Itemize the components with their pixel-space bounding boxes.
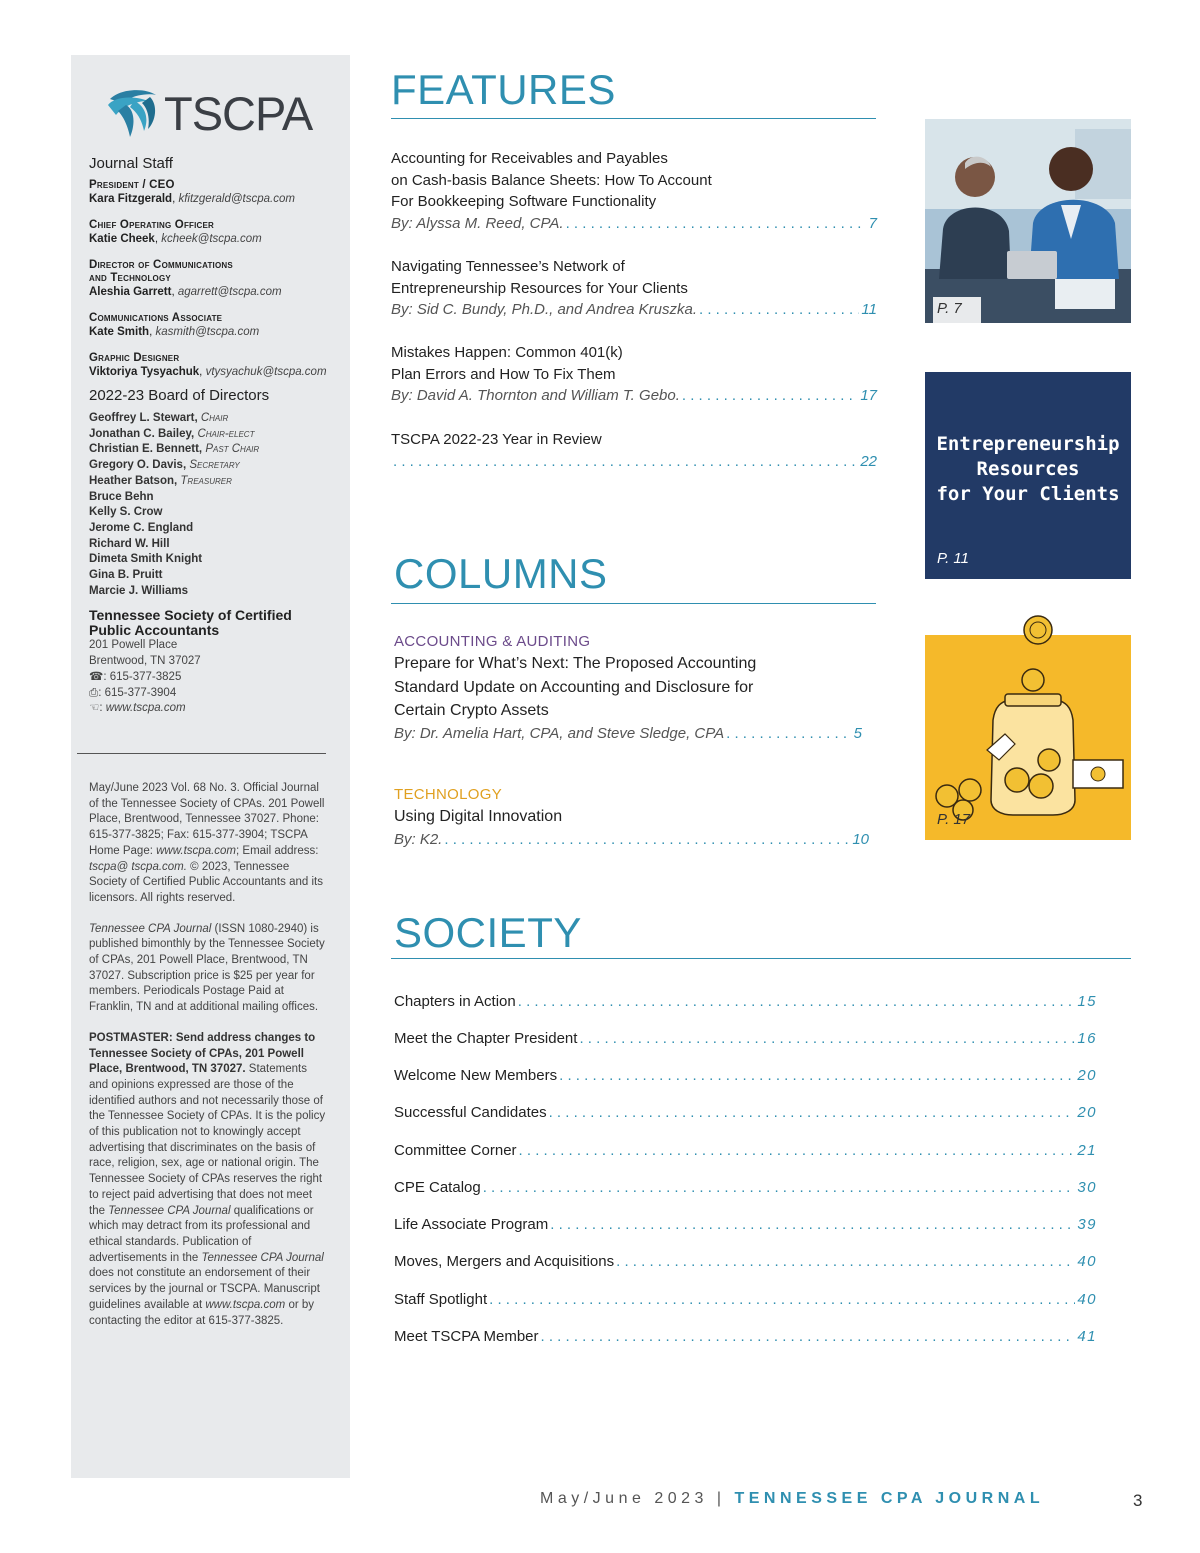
board-title: 2022-23 Board of Directors	[89, 387, 270, 404]
page-number: 17	[860, 387, 877, 404]
page-number-footer: 3	[1133, 1491, 1143, 1510]
staff-role: Graphic Designer	[89, 352, 180, 364]
page-number: 15	[1077, 993, 1097, 1010]
crypto-illustration	[925, 635, 1131, 840]
feature-entry[interactable]	[391, 256, 877, 321]
business-meeting-illustration	[925, 119, 1131, 323]
website-link[interactable]: www.tscpa.com	[105, 702, 186, 715]
legal-paragraph: May/June 2023 Vol. 68 No. 3. Official Journal of the Tennessee Society of CPAs. 201 Powell Place, Brentwood, Tennessee 37027. Phone: 615-377-3825; Fax: 615-377-3904; TSCPA Home Page: www.tscpa.com; Email address: tscpa@ tscpa.com. © 2023, Tennessee Society of Certified Public Accountants and its licensors. All rights reserved.	[89, 782, 325, 904]
page-number: 30	[1077, 1179, 1097, 1196]
web-row: ☜: www.tscpa.com	[89, 702, 186, 715]
staff-role: Communications Associate	[89, 312, 223, 324]
leader-dots	[616, 1252, 1075, 1272]
staff-email[interactable]: kcheek@tscpa.com	[161, 233, 262, 245]
columns-heading: COLUMNS	[394, 550, 608, 597]
org-name: Tennessee Society of Certified Public Accountants	[89, 607, 292, 639]
feature-photo	[925, 119, 1131, 323]
society-item[interactable]: CPE Catalog . . . 30	[394, 1178, 1097, 1198]
society-heading: SOCIETY	[394, 909, 582, 956]
board-member: Gina B. Pruitt	[89, 569, 163, 582]
org-address: 201 Powell Place Brentwood, TN 37027 ☎: 615-377-3825 ⎙: 615-377-3904 ☜: www.tscpa.com	[89, 638, 339, 717]
board-member: Richard W. Hill	[89, 537, 170, 550]
page-number: 5	[853, 724, 862, 742]
feature-title: Navigating Tennessee’s Network of Entrepreneurship Resources for Your Clients	[391, 258, 688, 297]
journal-staff-block	[89, 155, 339, 717]
staff-name: Kate Smith	[89, 326, 150, 338]
phone-icon: ☎	[89, 670, 104, 683]
column-byline: By: K2. . . . 10	[394, 829, 869, 851]
staff-email[interactable]: agarrett@tscpa.com	[177, 286, 282, 298]
staff-name: Aleshia Garrett	[89, 286, 172, 298]
feature-entry[interactable]	[391, 429, 877, 472]
masthead-sidebar	[71, 55, 350, 1478]
columns-rule	[391, 603, 876, 604]
page-number: 22	[860, 452, 877, 470]
board-member: Bruce Behn	[89, 490, 154, 503]
fax-row: ⎙: 615-377-3904	[89, 686, 177, 699]
entrepreneurship-promo	[925, 372, 1131, 579]
leader-dots	[559, 1066, 1075, 1086]
leader-dots	[579, 1029, 1075, 1049]
leader-dots	[566, 213, 867, 235]
staff-name: Kara Fitzgerald	[89, 193, 173, 205]
board-member: Christian E. Bennett, Past Chair	[89, 443, 260, 456]
page-number: 20	[1077, 1104, 1097, 1121]
staff-person: Kate Smith, kasmith@tscpa.com	[89, 326, 260, 338]
staff-role-cont: and Technology	[89, 272, 171, 284]
feature-byline: By: David A. Thornton and William T. Gebo. . . . 17	[391, 385, 877, 407]
tscpa-logo	[104, 85, 324, 139]
leader-dots	[483, 1178, 1076, 1198]
board-member: Jonathan C. Bailey, Chair-elect	[89, 427, 255, 440]
leader-dots	[699, 299, 859, 321]
society-item[interactable]: Moves, Mergers and Acquisitions . . . 40	[394, 1252, 1097, 1272]
staff-person: Viktoriya Tysyachuk, vtysyachuk@tscpa.com	[89, 366, 327, 378]
footer-separator: |	[716, 1490, 726, 1507]
society-item[interactable]: Committee Corner . . . 21	[394, 1141, 1097, 1161]
leader-dots	[518, 992, 1076, 1012]
feature-byline: By: Sid C. Bundy, Ph.D., and Andrea Kruszka. . . . 11	[391, 299, 877, 321]
photo-page-label: P. 7	[933, 297, 981, 323]
footer-date: May/June 2023	[540, 1490, 708, 1507]
staff-person: Kara Fitzgerald, kfitzgerald@tscpa.com	[89, 193, 295, 205]
column-entry[interactable]	[394, 784, 869, 850]
page-number: 16	[1077, 1030, 1097, 1047]
page-number: 20	[1077, 1067, 1097, 1084]
features-rule	[391, 118, 876, 119]
leader-dots	[489, 1290, 1075, 1310]
footer-journal-title: TENNESSEE CPA JOURNAL	[734, 1490, 1045, 1507]
leader-dots	[541, 1327, 1076, 1347]
staff-email[interactable]: kasmith@tscpa.com	[155, 326, 260, 338]
crypto-page-label: P. 17	[937, 811, 971, 828]
features-heading: FEATURES	[391, 66, 616, 113]
staff-name: Katie Cheek	[89, 233, 155, 245]
page-number: 39	[1077, 1216, 1097, 1233]
page-number: 21	[1077, 1142, 1097, 1159]
page-number: 41	[1077, 1328, 1097, 1345]
legal-notice	[89, 781, 329, 1344]
column-entry[interactable]	[394, 631, 862, 744]
society-item[interactable]: Welcome New Members . . . 20	[394, 1066, 1097, 1086]
journal-staff-title: Journal Staff	[89, 155, 173, 172]
leader-dots	[549, 1103, 1076, 1123]
feature-byline	[391, 451, 877, 473]
column-category: TECHNOLOGY	[394, 786, 503, 803]
phone-row: ☎: 615-377-3825	[89, 670, 182, 683]
pointer-icon: ☜	[89, 702, 100, 715]
feature-title: Accounting for Receivables and Payables on Cash-basis Balance Sheets: How To Account For Bookkeeping Software Functionality	[391, 150, 712, 210]
column-byline: By: Dr. Amelia Hart, CPA, and Steve Sledge, CPA . . . 5	[394, 723, 862, 745]
staff-role: Director of Communications	[89, 259, 233, 271]
column-category: ACCOUNTING & AUDITING	[394, 633, 591, 650]
staff-person: Katie Cheek, kcheek@tscpa.com	[89, 233, 262, 245]
feature-entry[interactable]	[391, 148, 877, 234]
leader-dots	[682, 385, 858, 407]
society-rule	[391, 958, 1131, 959]
board-member: Heather Batson, Treasurer	[89, 474, 232, 487]
society-item[interactable]: Meet the Chapter President . . . 16	[394, 1029, 1097, 1049]
column-title: Prepare for What’s Next: The Proposed Accounting Standard Update on Accounting and Disclosure for Certain Crypto Assets	[394, 655, 757, 719]
society-item[interactable]: Meet TSCPA Member . . . 41	[394, 1327, 1097, 1347]
leader-dots	[393, 451, 858, 473]
feature-entry[interactable]	[391, 342, 877, 407]
feature-title: Mistakes Happen: Common 401(k) Plan Errors and How To Fix Them	[391, 344, 623, 383]
coin-jar-icon	[925, 610, 1131, 825]
leader-dots	[550, 1215, 1075, 1235]
fax-icon: ⎙	[89, 686, 99, 699]
legal-paragraph: POSTMASTER: Send address changes to Tennessee Society of CPAs, 201 Powell Place, Brentwood, TN 37027. Statements and opinions expressed are those of the identified authors and not necessarily those of the Tennessee Society of CPAs. It is the policy of this publication not to knowingly accept advertising that discriminates on the basis of race, religion, sex, age or national origin. The Tennessee Society of CPAs reserves the right to reject paid advertising that does not meet the Tennessee CPA Journal qualifications or which may detract from its professional and ethical standards. Publication of advertisements in the Tennessee CPA Journal does not constitute an endorsement of their services by the journal or TSCPA. Manuscript guidelines available at www.tscpa.com or by contacting the editor at 615-377-3825.	[89, 1031, 326, 1327]
society-item[interactable]: Successful Candidates . . . 20	[394, 1103, 1097, 1123]
board-list	[89, 411, 339, 599]
page-number: 40	[1077, 1253, 1097, 1270]
sidebar-divider	[77, 753, 326, 754]
page-number: 10	[852, 830, 869, 848]
board-member: Marcie J. Williams	[89, 584, 188, 597]
leader-dots	[444, 829, 850, 851]
staff-email[interactable]: kfitzgerald@tscpa.com	[178, 193, 295, 205]
staff-role: President / CEO	[89, 179, 175, 191]
society-item[interactable]: Staff Spotlight . . . 40	[394, 1290, 1097, 1310]
feature-title: TSCPA 2022-23 Year in Review	[391, 431, 602, 448]
page-number: 7	[868, 214, 877, 232]
board-member: Geoffrey L. Stewart, Chair	[89, 412, 229, 424]
staff-email[interactable]: vtysyachuk@tscpa.com	[205, 366, 327, 378]
column-title: Using Digital Innovation	[394, 808, 563, 825]
promo-page-label: P. 11	[937, 550, 969, 567]
page-number: 40	[1077, 1291, 1097, 1308]
page-footer	[540, 1490, 1044, 1508]
tscpa-swirl-icon	[104, 85, 160, 139]
staff-person: Aleshia Garrett, agarrett@tscpa.com	[89, 286, 282, 298]
feature-byline: By: Alyssa M. Reed, CPA. . . . 7	[391, 213, 877, 235]
staff-name: Viktoriya Tysyachuk	[89, 366, 200, 378]
society-item[interactable]: Life Associate Program . . . 39	[394, 1215, 1097, 1235]
leader-dots	[519, 1141, 1076, 1161]
board-member: Kelly S. Crow	[89, 506, 163, 519]
board-member: Gregory O. Davis, Secretary	[89, 459, 240, 472]
promo-text: Entrepreneurship Resources for Your Clients	[936, 433, 1120, 505]
logo-wordmark: TSCPA	[164, 87, 313, 140]
board-member: Dimeta Smith Knight	[89, 553, 203, 566]
page-number: 11	[861, 301, 877, 318]
staff-role: Chief Operating Officer	[89, 219, 215, 231]
society-item[interactable]: Chapters in Action . . . 15	[394, 992, 1097, 1012]
leader-dots	[726, 723, 852, 745]
board-member: Jerome C. England	[89, 521, 194, 534]
legal-paragraph: Tennessee CPA Journal (ISSN 1080-2940) is published bimonthly by the Tennessee Society of CPAs, 201 Powell Place, Brentwood, TN 37027. Subscription price is $25 per year for members. Periodicals Postage Paid at Franklin, TN and at additional mailing offices.	[89, 922, 325, 1014]
